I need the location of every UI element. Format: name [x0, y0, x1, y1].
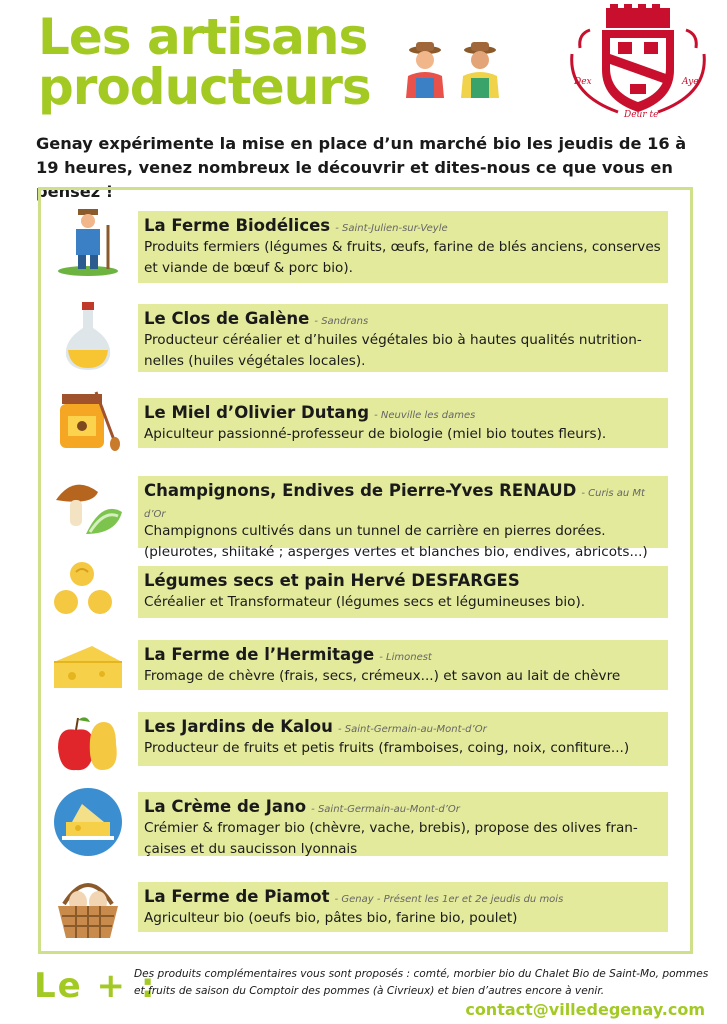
oil-bottle-icon — [52, 300, 124, 372]
title-line-2: producteurs — [38, 58, 371, 116]
producer-location: - Neuville les dames — [374, 410, 476, 421]
crest-motto-right: Aye — [682, 77, 699, 87]
cheese-plate-icon — [52, 786, 124, 858]
egg-basket-icon — [52, 872, 124, 944]
crest-motto-center: Deur te — [624, 110, 659, 120]
fruits-icon — [52, 708, 124, 780]
crest-motto-left: Dex — [574, 77, 592, 87]
farmers-icon — [400, 40, 508, 98]
producer-card — [138, 304, 668, 372]
producer-card — [138, 398, 668, 448]
producer-name: La Crème de Jano — [144, 797, 307, 816]
producer-card — [138, 640, 668, 690]
producer-description: Producteur céréalier et d’huiles végétales bio à hautes qualités nutrition-nelles (huiles végétales locales). — [144, 332, 642, 369]
town-crest-logo — [568, 4, 708, 120]
producer-description: Producteur de fruits et petis fruits (framboises, coing, noix, confiture...) — [144, 740, 630, 756]
producer-name: La Ferme de l’Hermitage — [144, 645, 375, 664]
cheese-icon — [52, 632, 124, 704]
producer-location: - Curis au Mt d’Or — [144, 488, 645, 520]
producer-location: - Saint-Germain-au-Mont-d’Or — [337, 724, 487, 735]
producer-name: Les Jardins de Kalou — [144, 717, 333, 736]
producer-name: La Ferme Biodélices — [144, 216, 331, 235]
producer-description: Céréalier et Transformateur (légumes secs et légumineuses bio). — [144, 594, 586, 610]
producer-card — [138, 882, 668, 932]
producer-description: Apiculteur passionné-professeur de biologie (miel bio toutes fleurs). — [144, 426, 607, 442]
producer-name: Le Miel d’Olivier Dutang — [144, 403, 370, 422]
producer-description: Crémier & fromager bio (chèvre, vache, brebis), propose des olives fran-çaises et du saucisson lyonnais — [144, 820, 638, 857]
intro-text: Genay expérimente la mise en place d’un marché bio les jeudis de 16 à 19 heures, venez nombreux le découvrir et dites-nous ce que vous en pensez ! — [36, 134, 687, 201]
plus-label: Le + : — [34, 966, 157, 1006]
producer-name: Champignons, Endives de Pierre-Yves RENAUD — [144, 481, 577, 500]
producer-description: Produits fermiers (légumes & fruits, œufs, farine de blés anciens, conserves et viande de bœuf & porc bio). — [144, 239, 661, 276]
producer-description: Fromage de chèvre (frais, secs, crémeux...) et savon au lait de chèvre — [144, 668, 621, 684]
producer-location: - Saint-Germain-au-Mont-d’Or — [311, 804, 460, 815]
honey-jar-icon — [52, 388, 124, 460]
producer-card — [138, 211, 668, 283]
producer-location: - Limonest — [379, 652, 432, 663]
producer-location: - Sandrans — [314, 316, 369, 327]
chickpeas-icon — [52, 558, 124, 630]
producer-card — [138, 566, 668, 618]
producer-description: Champignons cultivés dans un tunnel de carrière en pierres dorées. (pleurotes, shiitaké ; asperges vertes et blanches bio, endives, abricots...) — [144, 523, 648, 560]
producer-name: La Ferme de Piamot — [144, 887, 330, 906]
farmer-icon — [52, 205, 124, 277]
mushroom-icon — [52, 470, 124, 542]
contact-email-link[interactable]: contact@villedegenay.com — [465, 1000, 705, 1019]
producer-description: Agriculteur bio (oeufs bio, pâtes bio, farine bio, poulet) — [144, 910, 518, 926]
producer-card — [138, 712, 668, 766]
extra-products-text: Des produits complémentaires vous sont proposés : comté, morbier bio du Chalet Bio de Saint-Mo, pommes et fruits de saison du Comptoir des pommes (à Civrieux) et bien d’autres encore à venir. — [134, 968, 709, 997]
producer-name: Légumes secs et pain Hervé DESFARGES — [144, 571, 520, 590]
producer-card — [138, 792, 668, 856]
producer-name: Le Clos de Galène — [144, 309, 310, 328]
title-line-1: Les artisans — [38, 8, 368, 66]
producer-location: - Genay - Présent les 1er et 2e jeudis du mois — [334, 894, 564, 905]
page-title — [38, 8, 371, 116]
producer-card — [138, 476, 668, 560]
producer-location: - Saint-Julien-sur-Veyle — [335, 223, 448, 234]
